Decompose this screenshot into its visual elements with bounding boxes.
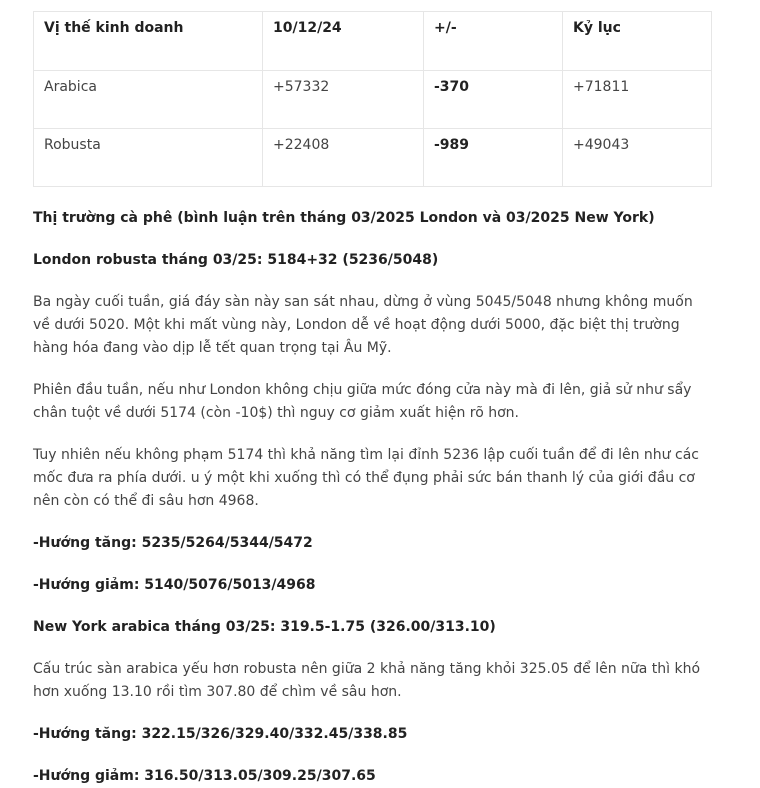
table-cell: +49043 — [563, 129, 712, 187]
article-content — [33, 11, 711, 788]
table-header-cell: Vị thế kinh doanh — [34, 12, 263, 71]
table-row — [34, 71, 712, 129]
table-cell-change: -370 — [424, 71, 563, 129]
market-heading: Thị trường cà phê (bình luận trên tháng 03/2025 London và 03/2025 New York) — [33, 210, 655, 226]
ny-paragraph-1: Cấu trúc sàn arabica yếu hơn robusta nên giữa 2 khả năng tăng khỏi 325.05 để lên nữa thì khó hơn xuống 13.10 rồi tìm 307.80 để chìm về sâu hơn. — [33, 661, 701, 700]
table-header-cell: +/- — [424, 12, 563, 71]
table-header-cell: 10/12/24 — [263, 12, 424, 71]
table-header-cell: Kỷ lục — [563, 12, 712, 71]
ny-heading: New York arabica tháng 03/25: 319.5-1.75 (326.00/313.10) — [33, 619, 496, 635]
london-heading: London robusta tháng 03/25: 5184+32 (5236/5048) — [33, 252, 439, 268]
table-cell: +71811 — [563, 71, 712, 129]
ny-down-targets: -Hướng giảm: 316.50/313.05/309.25/307.65 — [33, 768, 376, 784]
london-paragraph-1: Ba ngày cuối tuần, giá đáy sàn này san sát nhau, dừng ở vùng 5045/5048 nhưng không muốn về dưới 5020. Một khi mất vùng này, London dễ về hoạt động dưới 5000, đặc biệt thị trường hàng hóa đang vào dịp lễ tết quan trọng tại Âu Mỹ. — [33, 294, 693, 356]
table-row — [34, 129, 712, 187]
table-cell: Robusta — [34, 129, 263, 187]
table-cell: Arabica — [34, 71, 263, 129]
london-down-targets: -Hướng giảm: 5140/5076/5013/4968 — [33, 577, 316, 593]
trading-positions-table — [33, 11, 712, 187]
london-paragraph-3: Tuy nhiên nếu không phạm 5174 thì khả năng tìm lại đỉnh 5236 lập cuối tuần để đi lên như các mốc đưa ra phía dưới. u ý một khi xuống thì có thể đụng phải sức bán thanh lý của giới đầu cơ nên còn có thể đi sâu hơn 4968. — [33, 447, 699, 509]
table-cell: +57332 — [263, 71, 424, 129]
table-cell-change: -989 — [424, 129, 563, 187]
table-cell: +22408 — [263, 129, 424, 187]
ny-up-targets: -Hướng tăng: 322.15/326/329.40/332.45/338.85 — [33, 726, 408, 742]
london-up-targets: -Hướng tăng: 5235/5264/5344/5472 — [33, 535, 313, 551]
london-paragraph-2: Phiên đầu tuần, nếu như London không chịu giữa mức đóng cửa này mà đi lên, giả sử như sẩy chân tuột về dưới 5174 (còn -10$) thì nguy cơ giảm xuất hiện rõ hơn. — [33, 382, 692, 421]
table-header-row — [34, 12, 712, 71]
